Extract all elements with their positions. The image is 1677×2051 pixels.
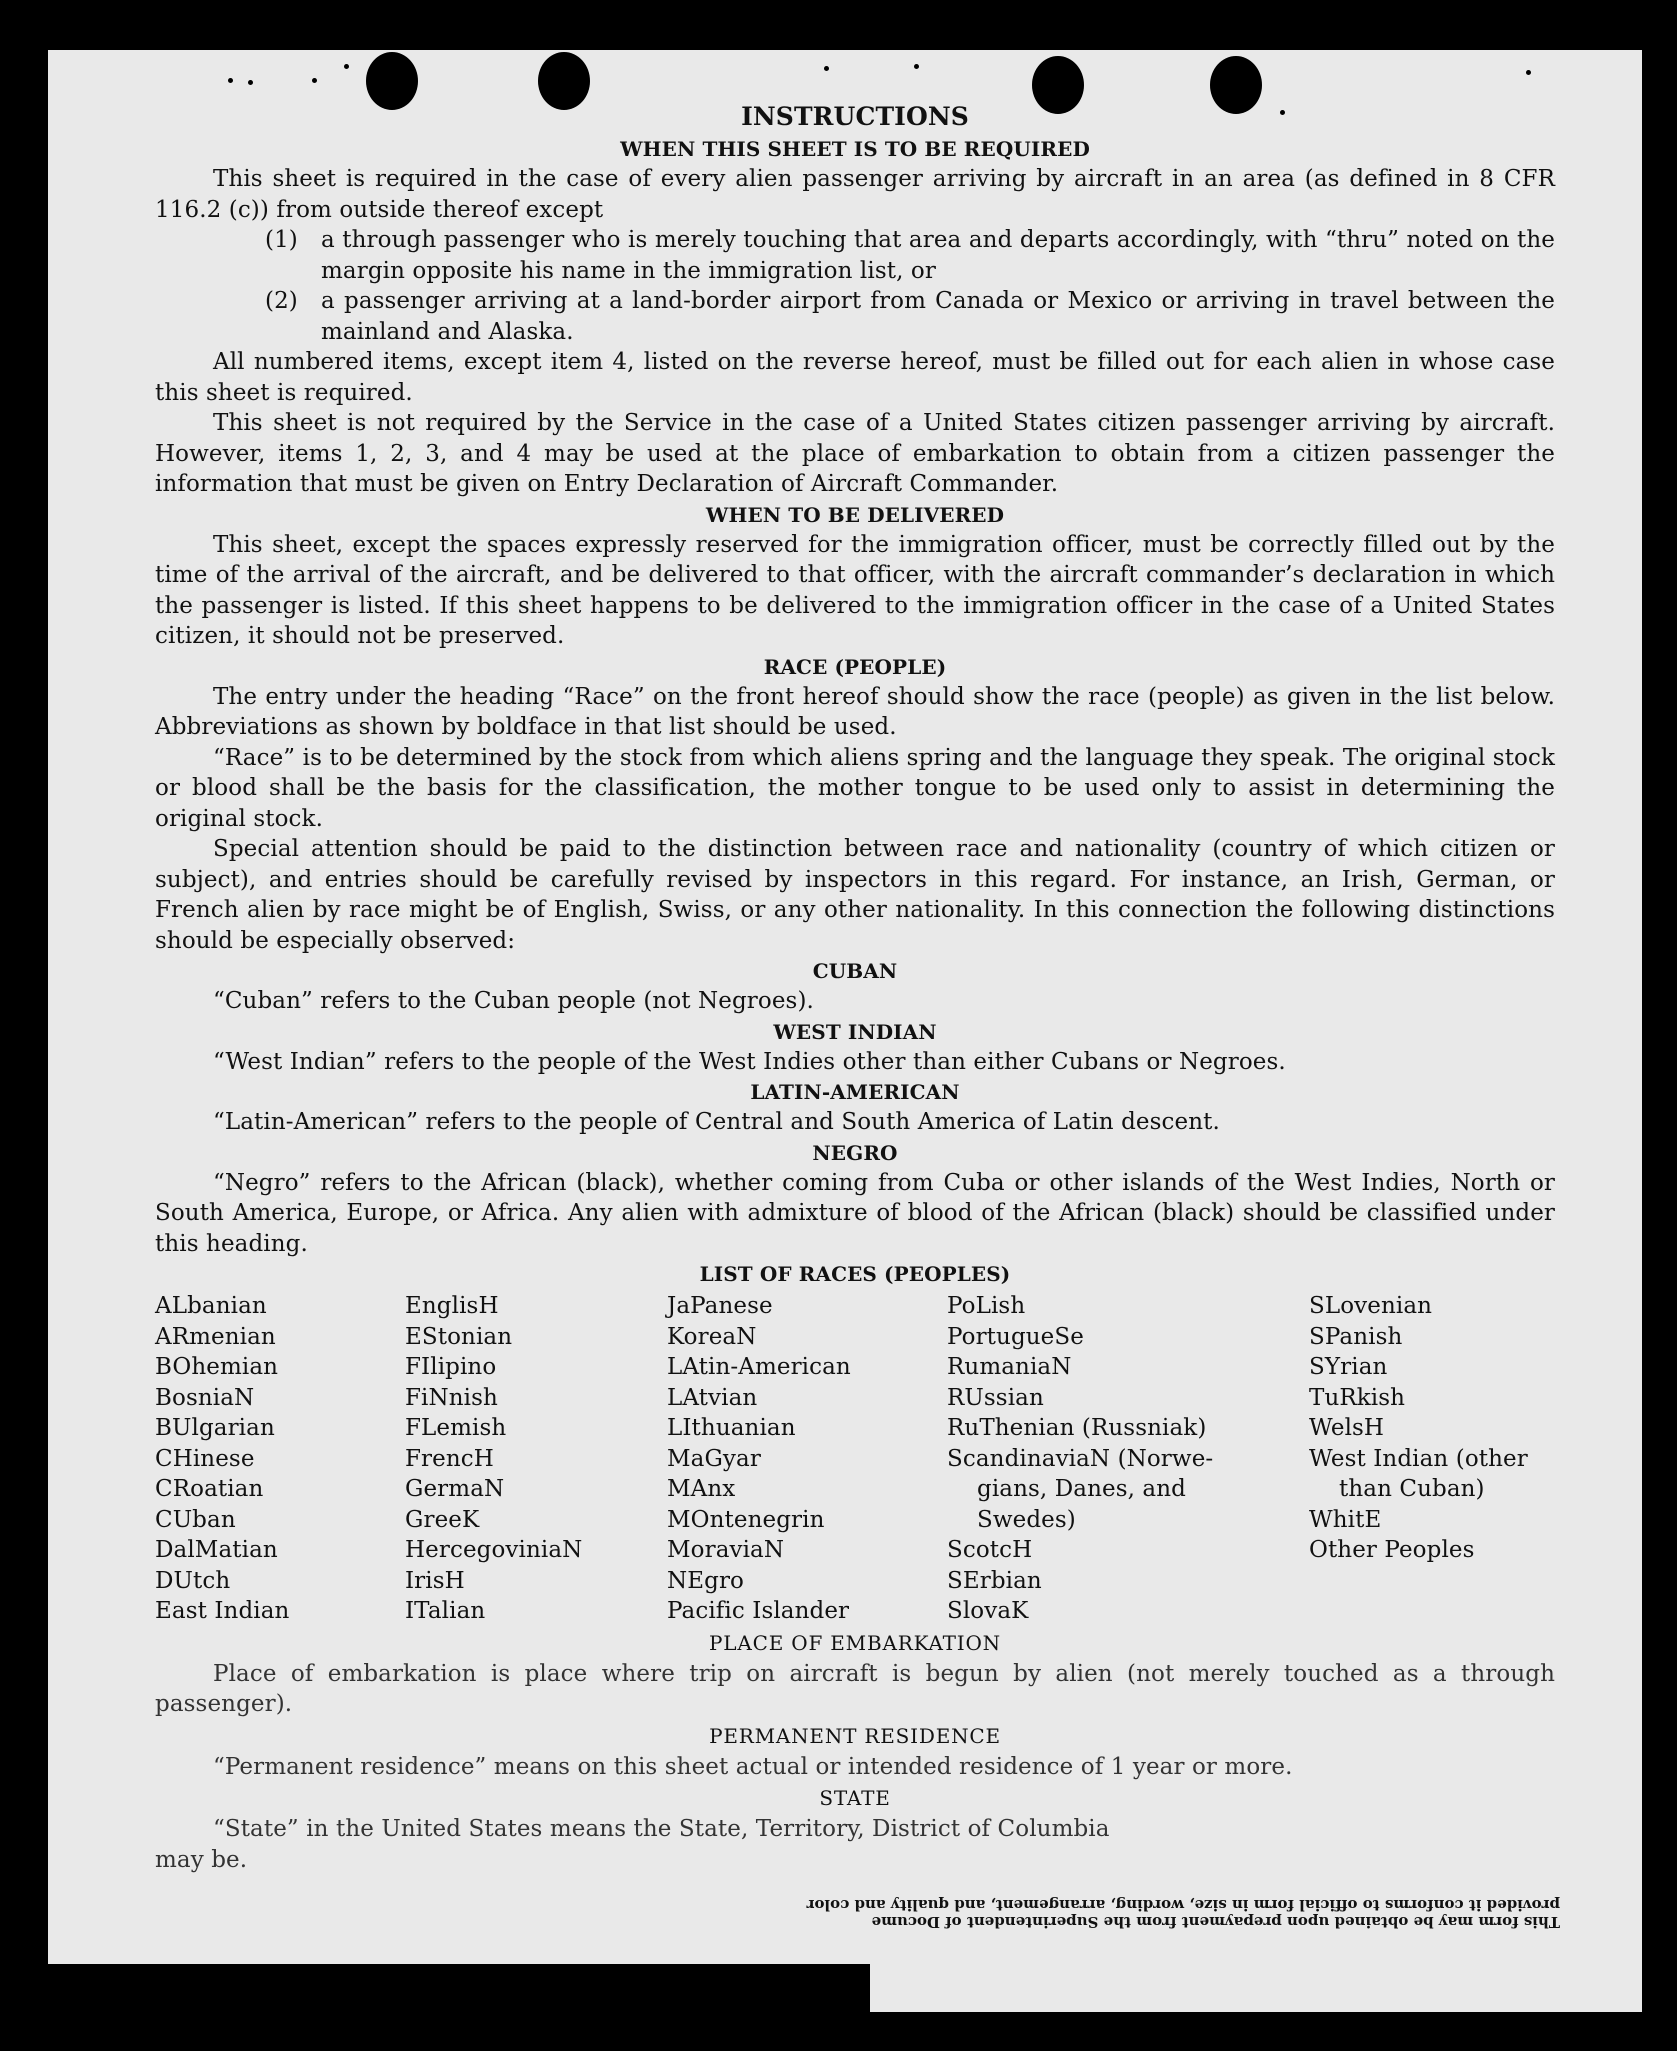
race-item: East Indian bbox=[155, 1598, 290, 1624]
footer-line: provided it conforms to official form in size, wording, arrangement, and quality and color bbox=[806, 1896, 1560, 1914]
race-item-continuation: gians, Danes, and bbox=[977, 1476, 1186, 1502]
race-item: JaPanese bbox=[667, 1293, 773, 1319]
race-item: BUlgarian bbox=[155, 1415, 275, 1441]
paragraph: This sheet is required in the case of every alien passenger arriving by aircraft in an area (as defined in 8 CFR 116.2 (c)) from outside thereof except bbox=[155, 166, 1555, 223]
race-item: FiNnish bbox=[405, 1384, 498, 1411]
race-item: West Indian (other bbox=[1309, 1445, 1528, 1472]
race-item: GermaN bbox=[405, 1476, 505, 1502]
section-heading: PLACE OF EMBARKATION bbox=[709, 1630, 1001, 1655]
race-item: NEgro bbox=[667, 1567, 744, 1594]
paragraph: Place of embarkation is place where trip on aircraft is begun by alien (not merely touched as a through passenger). bbox=[155, 1660, 1555, 1717]
race-item: SlovaK bbox=[947, 1598, 1029, 1624]
paragraph: “Permanent residence” means on this sheet actual or intended residence of 1 year or more. bbox=[213, 1753, 1293, 1780]
numbered-item bbox=[155, 225, 1555, 286]
race-item: EnglisH bbox=[405, 1293, 499, 1319]
speck bbox=[344, 64, 349, 69]
section-heading: NEGRO bbox=[812, 1140, 898, 1165]
race-item: GreeK bbox=[405, 1506, 480, 1533]
race-item: HercegoviniaN bbox=[405, 1537, 583, 1563]
race-item: BosniaN bbox=[155, 1384, 255, 1411]
upside-down-footer-note bbox=[806, 1896, 1560, 1931]
race-item: LIthuanian bbox=[667, 1415, 796, 1441]
race-item: PoLish bbox=[947, 1293, 1026, 1319]
speck bbox=[312, 78, 317, 83]
section-heading: WHEN THIS SHEET IS TO BE REQUIRED bbox=[620, 137, 1090, 161]
race-item: ScandinaviaN (Norwe- bbox=[947, 1445, 1214, 1472]
section-heading: WEST INDIAN bbox=[773, 1019, 937, 1044]
race-item: FIlipino bbox=[405, 1354, 497, 1380]
race-column bbox=[947, 1291, 1309, 1627]
speck bbox=[228, 78, 233, 83]
race-item: SYrian bbox=[1309, 1354, 1388, 1380]
race-item: ScotcH bbox=[947, 1537, 1033, 1563]
race-item: ITalian bbox=[405, 1598, 486, 1624]
race-item: RuThenian (Russniak) bbox=[947, 1415, 1207, 1441]
instructions-content bbox=[155, 100, 1555, 1875]
race-item: Other Peoples bbox=[1309, 1537, 1475, 1563]
race-item: LAtin-American bbox=[667, 1354, 851, 1380]
race-item: DalMatian bbox=[155, 1537, 278, 1563]
paragraph: This sheet is not required by the Service in the case of a United States citizen passenger arriving by aircraft. However, items 1, 2, 3, and 4 may be used at the place of embarkation to obtain from a citizen passenger the information that must be given on Entry Declaration of Aircraft Commander. bbox=[155, 410, 1555, 497]
footer-line: This form may be obtained upon prepayment from the Superintendent of Docume bbox=[871, 1913, 1560, 1931]
section-heading: LIST OF RACES (PEOPLES) bbox=[699, 1262, 1011, 1286]
race-item: SErbian bbox=[947, 1567, 1042, 1594]
race-item-continuation: than Cuban) bbox=[1339, 1476, 1485, 1502]
race-item: IrisH bbox=[405, 1567, 465, 1594]
speck bbox=[1526, 70, 1531, 75]
page-title: INSTRUCTIONS bbox=[741, 102, 969, 131]
section-heading: PERMANENT RESIDENCE bbox=[709, 1723, 1001, 1748]
speck bbox=[914, 64, 919, 69]
race-item: BOhemian bbox=[155, 1354, 279, 1380]
race-item: SLovenian bbox=[1309, 1293, 1433, 1319]
race-item: WhitE bbox=[1309, 1506, 1382, 1533]
paragraph: “West Indian” refers to the people of the West Indies other than either Cubans or Negroes. bbox=[213, 1048, 1286, 1075]
race-column bbox=[1309, 1291, 1555, 1627]
race-column bbox=[667, 1291, 947, 1627]
race-list bbox=[155, 1291, 1555, 1627]
race-item: RUssian bbox=[947, 1384, 1044, 1411]
race-item: ALbanian bbox=[155, 1293, 267, 1319]
item-number: (1) bbox=[265, 227, 298, 253]
paragraph: “Latin-American” refers to the people of Central and South America of Latin descent. bbox=[213, 1109, 1220, 1135]
race-item: CRoatian bbox=[155, 1476, 264, 1502]
paragraph: “Negro” refers to the African (black), whether coming from Cuba or other islands of the West Indies, North or South America, Europe, or Africa. Any alien with admixture of blood of the African (black) should be classified under this heading. bbox=[155, 1169, 1555, 1257]
paragraph: The entry under the heading “Race” on the front hereof should show the race (people) as given in the list below. Abbreviations as shown by boldface in that list should be used. bbox=[155, 683, 1555, 740]
paragraph: “Cuban” refers to the Cuban people (not Negroes). bbox=[213, 988, 814, 1014]
section-heading: RACE (PEOPLE) bbox=[763, 654, 947, 679]
speck bbox=[248, 80, 253, 85]
race-item: FrencH bbox=[405, 1445, 494, 1472]
race-item: CUban bbox=[155, 1506, 236, 1533]
race-item: DUtch bbox=[155, 1567, 231, 1594]
section-heading: STATE bbox=[819, 1786, 891, 1810]
paragraph: Special attention should be paid to the distinction between race and nationality (country of which citizen or subject), and entries should be carefully revised by inspectors in this regard. For instance, an Irish, German, or French alien by race might be of English, Swiss, or any other nationality. In this connection the following distinctions should be especially observed: bbox=[155, 836, 1555, 954]
race-item-continuation: Swedes) bbox=[977, 1506, 1076, 1533]
paragraph: may be. bbox=[155, 1846, 248, 1873]
race-item: MoraviaN bbox=[667, 1537, 785, 1563]
section-heading: LATIN-AMERICAN bbox=[750, 1080, 960, 1104]
section-heading: WHEN TO BE DELIVERED bbox=[705, 502, 1005, 527]
paragraph: “Race” is to be determined by the stock from which aliens spring and the language they speak. The original stock or blood shall be the basis for the classification, the mother tongue to be used only to assist in determining the original stock. bbox=[155, 744, 1555, 832]
item-text: a through passenger who is merely touching that area and departs accordingly, with “thru” noted on the margin opposite his name in the immigration list, or bbox=[321, 227, 1555, 284]
item-text: a passenger arriving at a land-border airport from Canada or Mexico or arriving in travel between the mainland and Alaska. bbox=[321, 288, 1555, 345]
race-item: TuRkish bbox=[1309, 1384, 1406, 1411]
section-heading: CUBAN bbox=[812, 959, 898, 983]
race-item: KoreaN bbox=[667, 1323, 757, 1350]
race-item: EStonian bbox=[405, 1323, 513, 1350]
race-item: MaGyar bbox=[667, 1445, 761, 1472]
race-item: CHinese bbox=[155, 1445, 255, 1472]
race-item: PortugueSe bbox=[947, 1323, 1084, 1350]
paragraph: All numbered items, except item 4, listed on the reverse hereof, must be filled out for each alien in whose case this sheet is required. bbox=[155, 349, 1555, 406]
race-item: MOntenegrin bbox=[667, 1506, 825, 1533]
race-item: WelsH bbox=[1309, 1415, 1385, 1441]
paragraph: This sheet, except the spaces expressly reserved for the immigration officer, must be correctly filled out by the time of the arrival of the aircraft, and be delivered to that officer, with the aircraft commander’s declaration in which the passenger is listed. If this sheet happens to be delivered to the immigration officer in the case of a United States citizen, it should not be preserved. bbox=[155, 531, 1555, 649]
race-item: SPanish bbox=[1309, 1323, 1403, 1350]
race-item: Pacific Islander bbox=[667, 1598, 850, 1624]
race-item: ARmenian bbox=[155, 1323, 276, 1350]
numbered-item bbox=[155, 286, 1555, 347]
race-item: FLemish bbox=[405, 1415, 507, 1441]
item-number: (2) bbox=[265, 288, 298, 314]
race-item: RumaniaN bbox=[947, 1354, 1072, 1380]
race-item: MAnx bbox=[667, 1476, 736, 1502]
speck bbox=[824, 66, 829, 71]
race-column bbox=[155, 1291, 405, 1627]
race-item: LAtvian bbox=[667, 1384, 758, 1411]
paragraph: “State” in the United States means the State, Territory, District of Columbia bbox=[213, 1816, 1110, 1842]
race-column bbox=[405, 1291, 667, 1627]
